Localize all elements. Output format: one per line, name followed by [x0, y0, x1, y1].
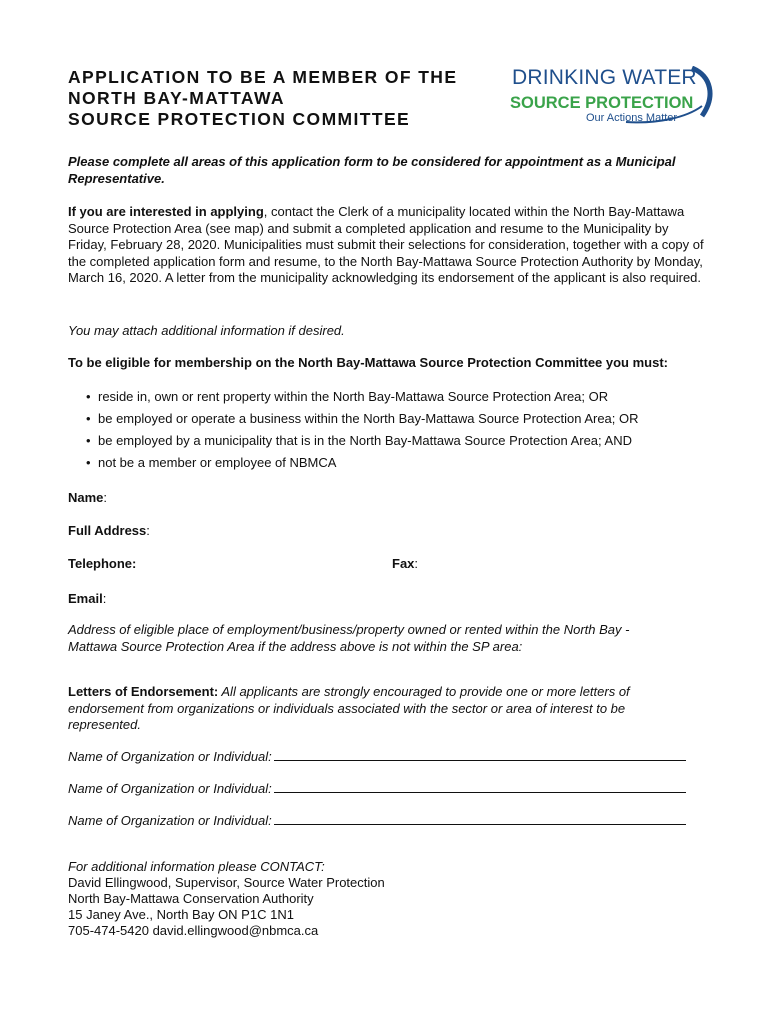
full-address-field[interactable]: Full Address: [68, 523, 150, 538]
eligibility-heading: To be eligible for membership on the North Bay-Mattawa Source Protection Committee you must: [68, 355, 668, 370]
form-title [68, 67, 508, 130]
organization-line-2[interactable]: Name of Organization or Individual: [68, 780, 686, 796]
contact-line: 15 Janey Ave., North Bay ON P1C 1N1 [68, 907, 294, 922]
interested-lead: If you are interested in applying [68, 204, 264, 219]
endorsement-lead: Letters of Endorsement: [68, 684, 219, 699]
list-item: • reside in, own or rent property within the North Bay-Mattawa Source Protection Area; OR [86, 389, 609, 404]
contact-heading: For additional information please CONTACT: [68, 859, 325, 874]
attach-note: You may attach additional information if desired. [68, 323, 345, 338]
fax-field[interactable]: Fax: [392, 556, 419, 571]
title-line: NORTH BAY-MATTAWA [68, 88, 285, 108]
contact-block [68, 859, 385, 939]
endorsement-paragraph [68, 684, 668, 734]
organization-line-1[interactable]: Name of Organization or Individual: [68, 748, 686, 764]
instruction-text: Please complete all areas of this application form to be considered for appointment as a Municipal Representative. [68, 154, 676, 186]
logo-line1: DRINKING WATER [512, 66, 697, 89]
contact-line: 705-474-5420 david.ellingwood@nbmca.ca [68, 923, 319, 938]
drinking-water-logo [506, 66, 716, 128]
list-item: • not be a member or employee of NBMCA [86, 455, 337, 470]
title-line: SOURCE PROTECTION COMMITTEE [68, 109, 411, 129]
title-line: APPLICATION TO BE A MEMBER OF THE [68, 67, 458, 87]
logo-tagline: Our Actions Matter [586, 112, 678, 124]
list-item: • be employed by a municipality that is in the North Bay-Mattawa Source Protection Area; AND [86, 433, 632, 448]
email-field[interactable]: Email: [68, 591, 107, 606]
organization-line-3[interactable]: Name of Organization or Individual: [68, 812, 686, 828]
logo-line2: SOURCE PROTECTION [510, 94, 694, 112]
telephone-field[interactable]: Telephone: [68, 556, 137, 571]
endorsement-body: All applicants are strongly encouraged to provide one or more letters of endorsement from organizations or individuals associated with the sector or area of interest to be represented. [68, 684, 630, 732]
contact-line: David Ellingwood, Supervisor, Source Water Protection [68, 875, 385, 890]
eligibility-list [86, 389, 706, 477]
contact-line: North Bay-Mattawa Conservation Authority [68, 891, 314, 906]
eligible-address-note: Address of eligible place of employment/business/property owned or rented within the North Bay - Mattawa Source Protection Area if the address above is not within the SP area: [68, 622, 630, 654]
name-field[interactable]: Name: [68, 490, 108, 505]
interested-body: , contact the Clerk of a municipality located within the North Bay-Mattawa Source Protection Area (see map) and submit a completed application and resume to the Municipality by Friday, February 28, 2020. Municipalities must submit their selections for consideration, together with a copy of the completed application form and resume, to the North Bay-Mattawa Source Protection Authority by Monday, March 16, 2020. A letter from the municipality acknowledging its endorsement of the applicant is also required. [68, 204, 704, 285]
list-item: • be employed or operate a business within the North Bay-Mattawa Source Protection Area; OR [86, 411, 639, 426]
interested-paragraph [68, 204, 708, 287]
